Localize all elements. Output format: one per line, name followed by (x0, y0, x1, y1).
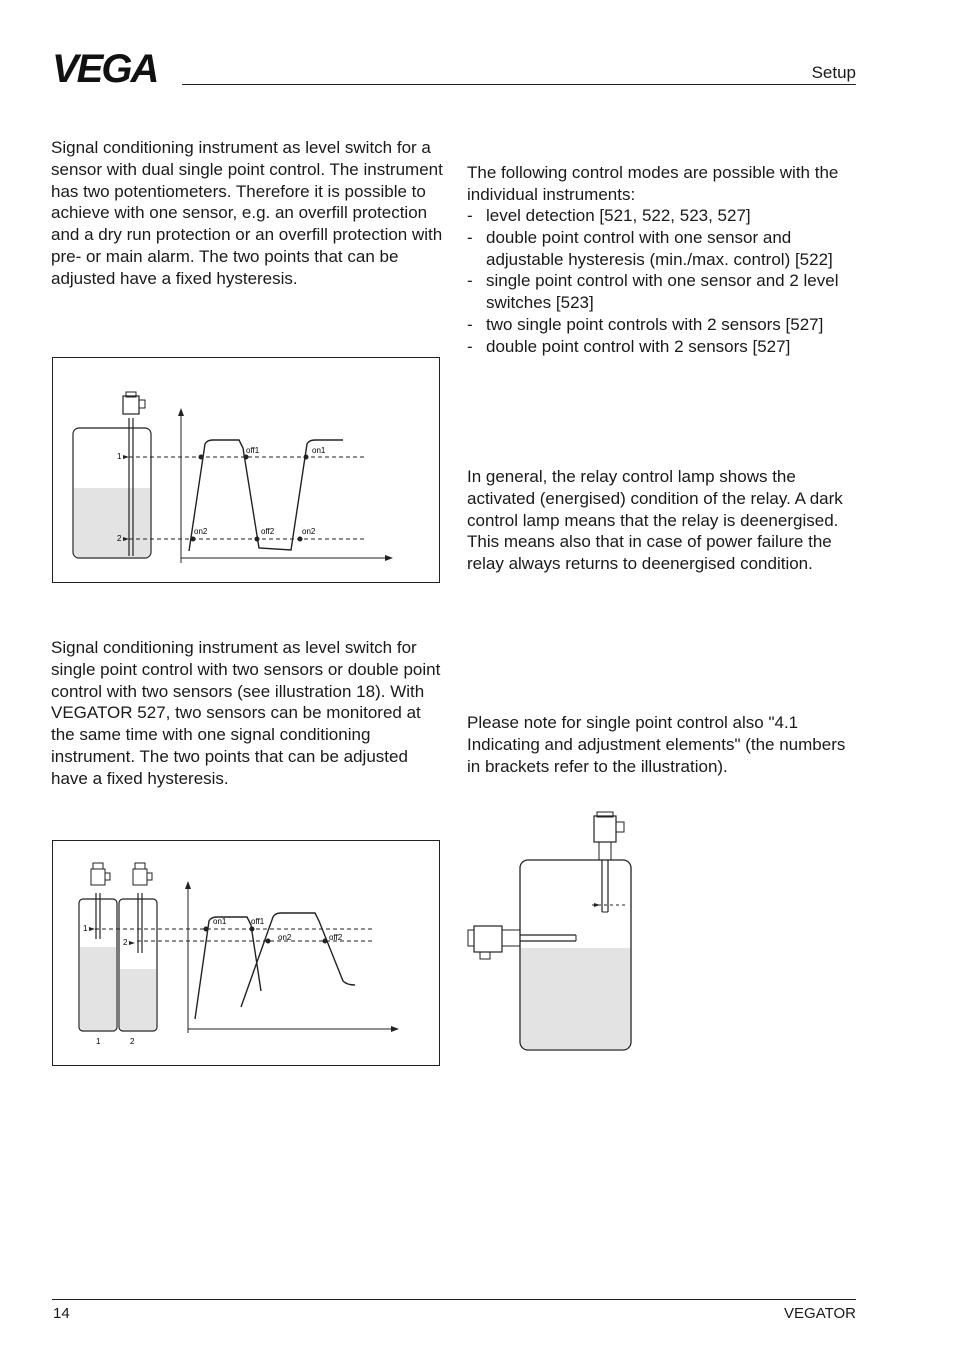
list-item: - level detection [521, 522, 523, 527] (467, 205, 862, 227)
figure2-diagram (53, 841, 439, 1065)
control-modes-list (467, 205, 862, 358)
fig2-label-off2: off2 (329, 933, 343, 942)
fig2-label-on2: on2 (278, 933, 292, 942)
figure-dual-single-point (52, 357, 440, 583)
footer-rule (52, 1299, 856, 1300)
paragraph-relay-lamp: In general, the relay control lamp shows the activated (energised) condition of the relay. A dark control lamp means that the relay is deenergised. This means also that in case of power failure the relay always returns to deenergised condition. (467, 467, 843, 574)
paragraph-dual-single-point: Signal conditioning instrument as level switch for a sensor with dual single point control. The instrument has two potentiometers. Therefore it is possible to achieve with one sensor, e.g. an overfill protection and a dry run protection or an overfill protection with pre- or main alarm. The two points that can be adjusted have a fixed hysteresis. (51, 138, 443, 288)
list-item: - double point control with 2 sensors [527] (467, 336, 862, 358)
fig1-label-on2b: on2 (302, 527, 316, 536)
product-name: VEGATOR (784, 1305, 856, 1322)
fig2-tank-2: 2 (130, 1037, 135, 1046)
fig2-label-on1: on1 (213, 917, 227, 926)
figure-two-sensors (52, 840, 440, 1066)
svg-text:VEGA: VEGA (52, 50, 158, 86)
list-item: - single point control with one sensor and 2 level switches [523] (467, 270, 862, 314)
section-title: Setup (811, 63, 856, 82)
fig2-point-1: 1 (83, 924, 88, 933)
fig1-point-1: 1 (117, 452, 122, 461)
figure3-diagram (466, 810, 636, 1055)
paragraph-single-point-note: Please note for single point control also "4.1 Indicating and adjustment elements" (the numbers in brackets refer to the illustration). (467, 713, 846, 776)
list-item: - two single point controls with 2 sensors [527] (467, 314, 862, 336)
fig1-label-on1: on1 (312, 446, 326, 455)
fig1-label-off1: off1 (246, 446, 260, 455)
fig2-tank-1: 1 (96, 1037, 101, 1046)
paragraph-control-modes-intro: The following control modes are possible with the individual instruments: (467, 163, 839, 204)
figure1-diagram (53, 358, 439, 582)
list-item: - double point control with one sensor and adjustable hysteresis (min./max. control) [522] (467, 227, 862, 271)
page-number: 14 (53, 1305, 70, 1322)
fig2-label-off1: off1 (251, 917, 265, 926)
figure-single-point-two-switches (466, 810, 636, 1055)
fig1-label-off2: off2 (261, 527, 275, 536)
vega-logo (52, 50, 172, 86)
paragraph-two-sensors: Signal conditioning instrument as level switch for single point control with two sensors or double point control with two sensors (see illustration 18). With VEGATOR 527, two sensors can be monitored at the same time with one signal conditioning instrument. The two points that can be adjusted have a fixed hysteresis. (51, 638, 441, 788)
fig1-label-on2a: on2 (194, 527, 208, 536)
header-rule (182, 84, 856, 85)
fig2-point-2: 2 (123, 938, 128, 947)
fig1-point-2: 2 (117, 534, 122, 543)
